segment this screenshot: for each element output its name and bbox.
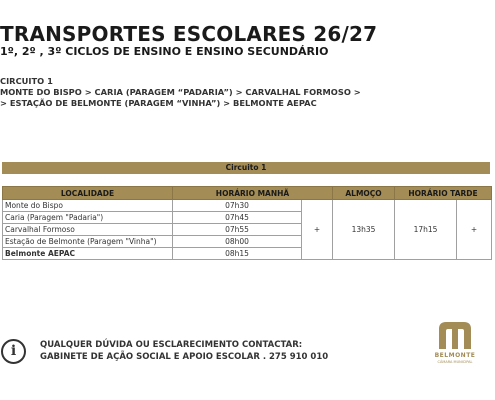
cell-localidade: Caria (Paragem "Padaria") [3,212,173,224]
header-almoco: ALMOÇO [333,187,395,200]
cell-manha-extra: + [302,200,333,260]
cell-manha: 07h45 [173,212,302,224]
logo-subtitle: CÂMARA MUNICIPAL [437,360,473,364]
contact-line-1: QUALQUER DÚVIDA OU ESCLARECIMENTO CONTACTAR: [40,340,303,350]
circuit-name: CIRCUITO 1 [0,76,53,86]
page-subtitle: 1º, 2º , 3º CICLOS DE ENSINO E ENSINO SECUNDÁRIO [0,45,329,58]
cell-localidade: Carvalhal Formoso [3,224,173,236]
schedule-table [2,186,492,260]
cell-manha: 08h00 [173,236,302,248]
table-row [3,200,492,212]
belmonte-logo-icon [435,319,475,351]
header-horario-manha: HORÁRIO MANHÃ [173,187,333,200]
header-localidade: LOCALIDADE [3,187,173,200]
cell-almoco: 13h35 [333,200,395,260]
circuit-route-line-1: MONTE DO BISPO > CARIA (PARAGEM “PADARIA”) > CARVALHAL FORMOSO > [0,87,361,97]
contact-info [40,339,328,363]
cell-localidade: Estação de Belmonte (Paragem "Vinha") [3,236,173,248]
cell-manha: 07h55 [173,224,302,236]
info-icon: i [1,339,26,364]
cell-manha: 07h30 [173,200,302,212]
header-horario-tarde: HORÁRIO TARDE [395,187,492,200]
circuit-bar: Circuito 1 [2,162,490,174]
cell-localidade: Belmonte AEPAC [3,248,173,260]
cell-tarde-extra: + [457,200,492,260]
schedule-header-row [3,187,492,200]
contact-line-2: GABINETE DE AÇÃO SOCIAL E APOIO ESCOLAR . 275 910 010 [40,352,329,362]
belmonte-logo [432,319,478,371]
circuit-description [0,76,361,109]
cell-manha: 08h15 [173,248,302,260]
logo-name: BELMONTE [434,352,476,359]
page-title: TRANSPORTES ESCOLARES 26/27 [0,22,378,46]
circuit-route-line-2: > ESTAÇÃO DE BELMONTE (PARAGEM “VINHA”) > BELMONTE AEPAC [0,98,317,108]
cell-localidade: Monte do Bispo [3,200,173,212]
cell-tarde: 17h15 [395,200,457,260]
